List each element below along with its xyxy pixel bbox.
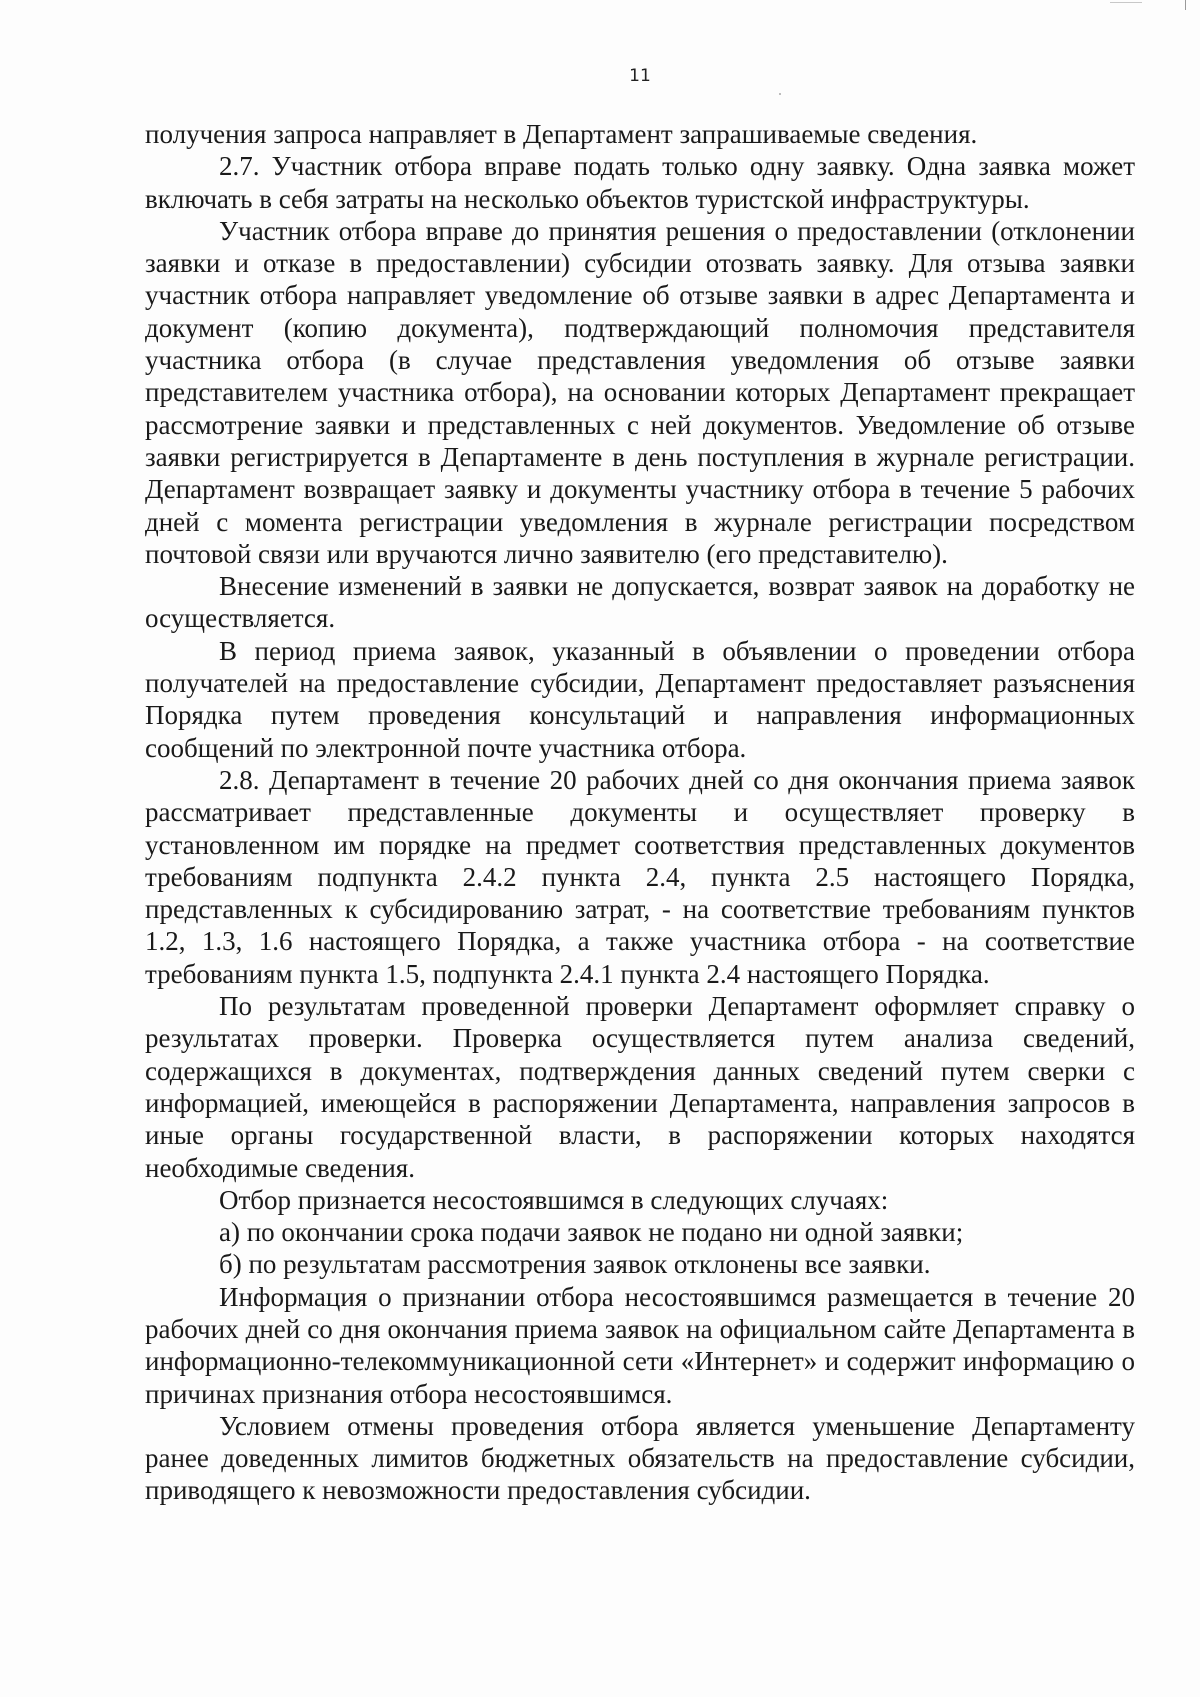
- list-item-a: а) по окончании срока подачи заявок не подано ни одной заявки;: [219, 1217, 964, 1248]
- paragraph-cancellation: Условием отмены проведения отбора является уменьшение Департаменту ранее доведенных лимитов бюджетных обязательств на предоставление субсидии, приводящего к невозможности предоставления субсидии.: [145, 1410, 1135, 1506]
- paragraph-2-7: 2.7. Участник отбора вправе подать только одну заявку. Одна заявка может включать в себя затраты на несколько объектов туристской инфраструктуры.: [145, 151, 1135, 214]
- list-item-b: б) по результатам рассмотрения заявок отклонены все заявки.: [219, 1249, 931, 1280]
- page-number: 11: [629, 66, 651, 86]
- paragraph-continuation: получения запроса направляет в Департамент запрашиваемые сведения.: [145, 119, 978, 149]
- paragraph-withdrawal: Участник отбора вправе до принятия решения о предоставлении (отклонении заявки и отказе в предоставлении) субсидии отозвать заявку. Для отзыва заявки участник отбора направляет уведомление об отзыве заявки в адрес Департамента и документ (копию документа), подтверждающий полномочия представителя участника отбора (в случае представления уведомления об отзыве заявки представителем участника отбора), на основании которых Департамент прекращает рассмотрение заявки и представленных с ней документов. Уведомление об отзыве заявки регистрируется в Департаменте в день поступления в журнале регистрации. Департамент возвращает заявку и документы участнику отбора в течение 5 рабочих дней с момента регистрации уведомления в журнале регистрации посредством почтовой связи или вручаются лично заявителю (его представителю).: [145, 215, 1135, 569]
- paragraph-failed-selection: Отбор признается несостоявшимся в следующих случаях:: [219, 1184, 889, 1215]
- scan-edge-mark: [1110, 2, 1142, 3]
- scan-edge-mark: [1185, 0, 1186, 10]
- scan-speck: [779, 93, 781, 95]
- paragraph-2-8: 2.8. Департамент в течение 20 рабочих дней со дня окончания приема заявок рассматривает представленные документы и осуществляет проверку в установленном им порядке на предмет соответствия представленных документов требованиям подпункта 2.4.2 пункта 2.4, пункта 2.5 настоящего Порядка, представленных к субсидированию затрат, - на соответствие требованиям пунктов 1.2, 1.3, 1.6 настоящего Порядка, а также участника отбора - на соответствие требованиям пункта 1.5, подпункта 2.4.1 пункта 2.4 настоящего Порядка.: [145, 764, 1135, 989]
- paragraph-check-results: По результатам проведенной проверки Департамент оформляет справку о результатах проверки. Проверка осуществляется путем анализа сведений, содержащихся в документах, подтверждения данных сведений путем сверки с информацией, имеющейся в распоряжении Департамента, направления запросов в иные органы государственной власти, в распоряжении которых находятся необходимые сведения.: [145, 991, 1135, 1183]
- paragraph-failed-info: Информация о признании отбора несостоявшимся размещается в течение 20 рабочих дней со дня окончания приема заявок на официальном сайте Департамента в информационно-телекоммуникационной сети «Интернет» и содержит информацию о причинах признания отбора несостоявшимся.: [145, 1281, 1135, 1409]
- document-body: [145, 118, 1135, 1507]
- paragraph-no-changes: Внесение изменений в заявки не допускается, возврат заявок на доработку не осуществляется.: [145, 571, 1135, 634]
- paragraph-clarifications: В период приема заявок, указанный в объявлении о проведении отбора получателей на предоставление субсидии, Департамент предоставляет разъяснения Порядка путем проведения консультаций и направления информационных сообщений по электронной почте участника отбора.: [145, 635, 1135, 763]
